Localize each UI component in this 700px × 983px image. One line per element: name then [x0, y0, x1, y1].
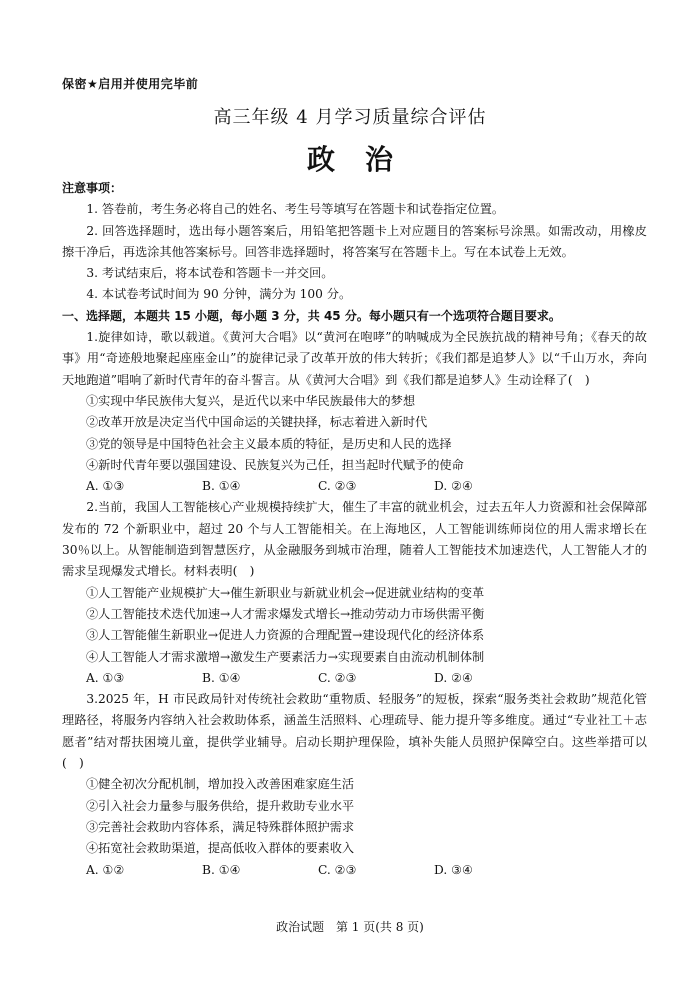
footer-page-number: 第 1 页(共 8 页) — [335, 920, 424, 934]
footer-subject: 政治试题 — [276, 920, 325, 934]
choice-a: A. ①③ — [86, 670, 125, 685]
choice-d: D. ②④ — [434, 479, 473, 494]
question-2-choices — [62, 668, 647, 689]
question-1-option: ②改革开放是决定当代中国命运的关键抉择，标志着进入新时代 — [86, 415, 428, 430]
choice-a: A. ①② — [86, 862, 125, 877]
question-3-option: ①健全初次分配机制，增加投入改善困难家庭生活 — [86, 777, 355, 792]
page-content — [62, 178, 647, 881]
choice-b: B. ①④ — [202, 862, 241, 877]
question-2-option: ③人工智能催生新职业→促进人力资源的合理配置→建设现代化的经济体系 — [86, 628, 485, 643]
question-2-option: ①人工智能产业规模扩大→催生新职业与新就业机会→促进就业结构的变革 — [86, 585, 485, 600]
notice-item: 2. 回答选择题时，选出每小题答案后，用铅笔把答题卡上对应题目的答案标号涂黑。如需改动，用橡皮擦干净后，再选涂其他答案标号。回答非选择题时，将答案写在答题卡上。写在本试卷上无效。 — [62, 223, 647, 259]
question-1-stem: 1.旋律如诗，歌以载道。《黄河大合唱》以“黄河在咆哮”的呐喊成为全民族抗战的精神号角；《春天的故事》用“奇迹般地聚起座座金山”的旋律记录了改革开放的伟大转折；《我们都是追梦人》以“千山万水，奔向天地跑道”唱响了新时代青年的奋斗誓言。从《黄河大合唱》到《我们都是追梦人》生动诠释了( ) — [62, 330, 647, 387]
notice-item: 1. 答卷前，考生务必将自己的姓名、考生号等填写在答题卡和试卷指定位置。 — [86, 202, 505, 217]
choice-c: C. ②③ — [318, 670, 357, 685]
question-2-stem: 2.当前，我国人工智能核心产业规模持续扩大，催生了丰富的就业机会，过去五年人力资源和社会保障部发布的 72 个新职业中，超过 20 个与人工智能相关。在上海地区，人工智能训练师岗位的用人需求增长在 30％以上。从智能制造到智慧医疗，从金融服务到城市治理，随着人工智能技术加速迭代，人工智能人才的需求呈现爆发式增长。材料表明( ) — [62, 500, 647, 579]
choice-b: B. ①④ — [202, 670, 241, 685]
question-1-option: ③党的领导是中国特色社会主义最本质的特征，是历史和人民的选择 — [86, 436, 452, 451]
choice-d: D. ②④ — [434, 670, 473, 685]
question-3-choices — [62, 860, 647, 881]
question-2-option: ②人工智能技术迭代加速→人才需求爆发式增长→推动劳动力市场供需平衡 — [86, 606, 485, 621]
question-3-option: ②引入社会力量参与服务供给，提升救助专业水平 — [86, 798, 355, 813]
notice-item: 3. 考试结束后，将本试卷和答题卡一并交回。 — [86, 266, 334, 281]
choice-d: D. ③④ — [434, 862, 473, 877]
confidential-label: 保密★启用并使用完毕前 — [62, 77, 199, 91]
exam-title: 高三年级 4 月学习质量综合评估 — [213, 107, 487, 128]
question-1-option: ①实现中华民族伟大复兴，是近代以来中华民族最伟大的梦想 — [86, 393, 416, 408]
section-heading: 一、选择题，本题共 15 小题，每小题 3 分，共 45 分。每小题只有一个选项符合题目要求。 — [62, 308, 561, 323]
choice-b: B. ①④ — [202, 479, 241, 494]
question-1-choices — [62, 476, 647, 497]
question-2-option: ④人工智能人才需求激增→激发生产要素活力→实现要素自由流动机制体制 — [86, 649, 485, 664]
choice-c: C. ②③ — [318, 862, 357, 877]
question-3-option: ④拓宽社会救助渠道，提高低收入群体的要素收入 — [86, 841, 355, 856]
page-footer — [0, 918, 700, 935]
notice-heading: 注意事项： — [62, 181, 123, 195]
choice-a: A. ①③ — [86, 479, 125, 494]
subject-title: 政治 — [306, 143, 423, 176]
choice-c: C. ②③ — [318, 479, 357, 494]
question-3-stem: 3.2025 年，H 市民政局针对传统社会救助“重物质、轻服务”的短板，探索“服务类社会救助”规范化管理路径，将服务内容纳入社会救助体系，涵盖生活照料、心理疏导、能力提升等多维度。通过“专业社工＋志愿者”结对帮扶困境儿童，提供学业辅导。启动长期护理保险，填补失能人员照护保障空白。这些举措可以( ) — [62, 692, 647, 771]
question-1-option: ④新时代青年要以强国建设、民族复兴为己任，担当起时代赋予的使命 — [86, 457, 464, 472]
question-3-option: ③完善社会救助内容体系，满足特殊群体照护需求 — [86, 819, 355, 834]
notice-item: 4. 本试卷考试时间为 90 分钟，满分为 100 分。 — [86, 287, 352, 302]
